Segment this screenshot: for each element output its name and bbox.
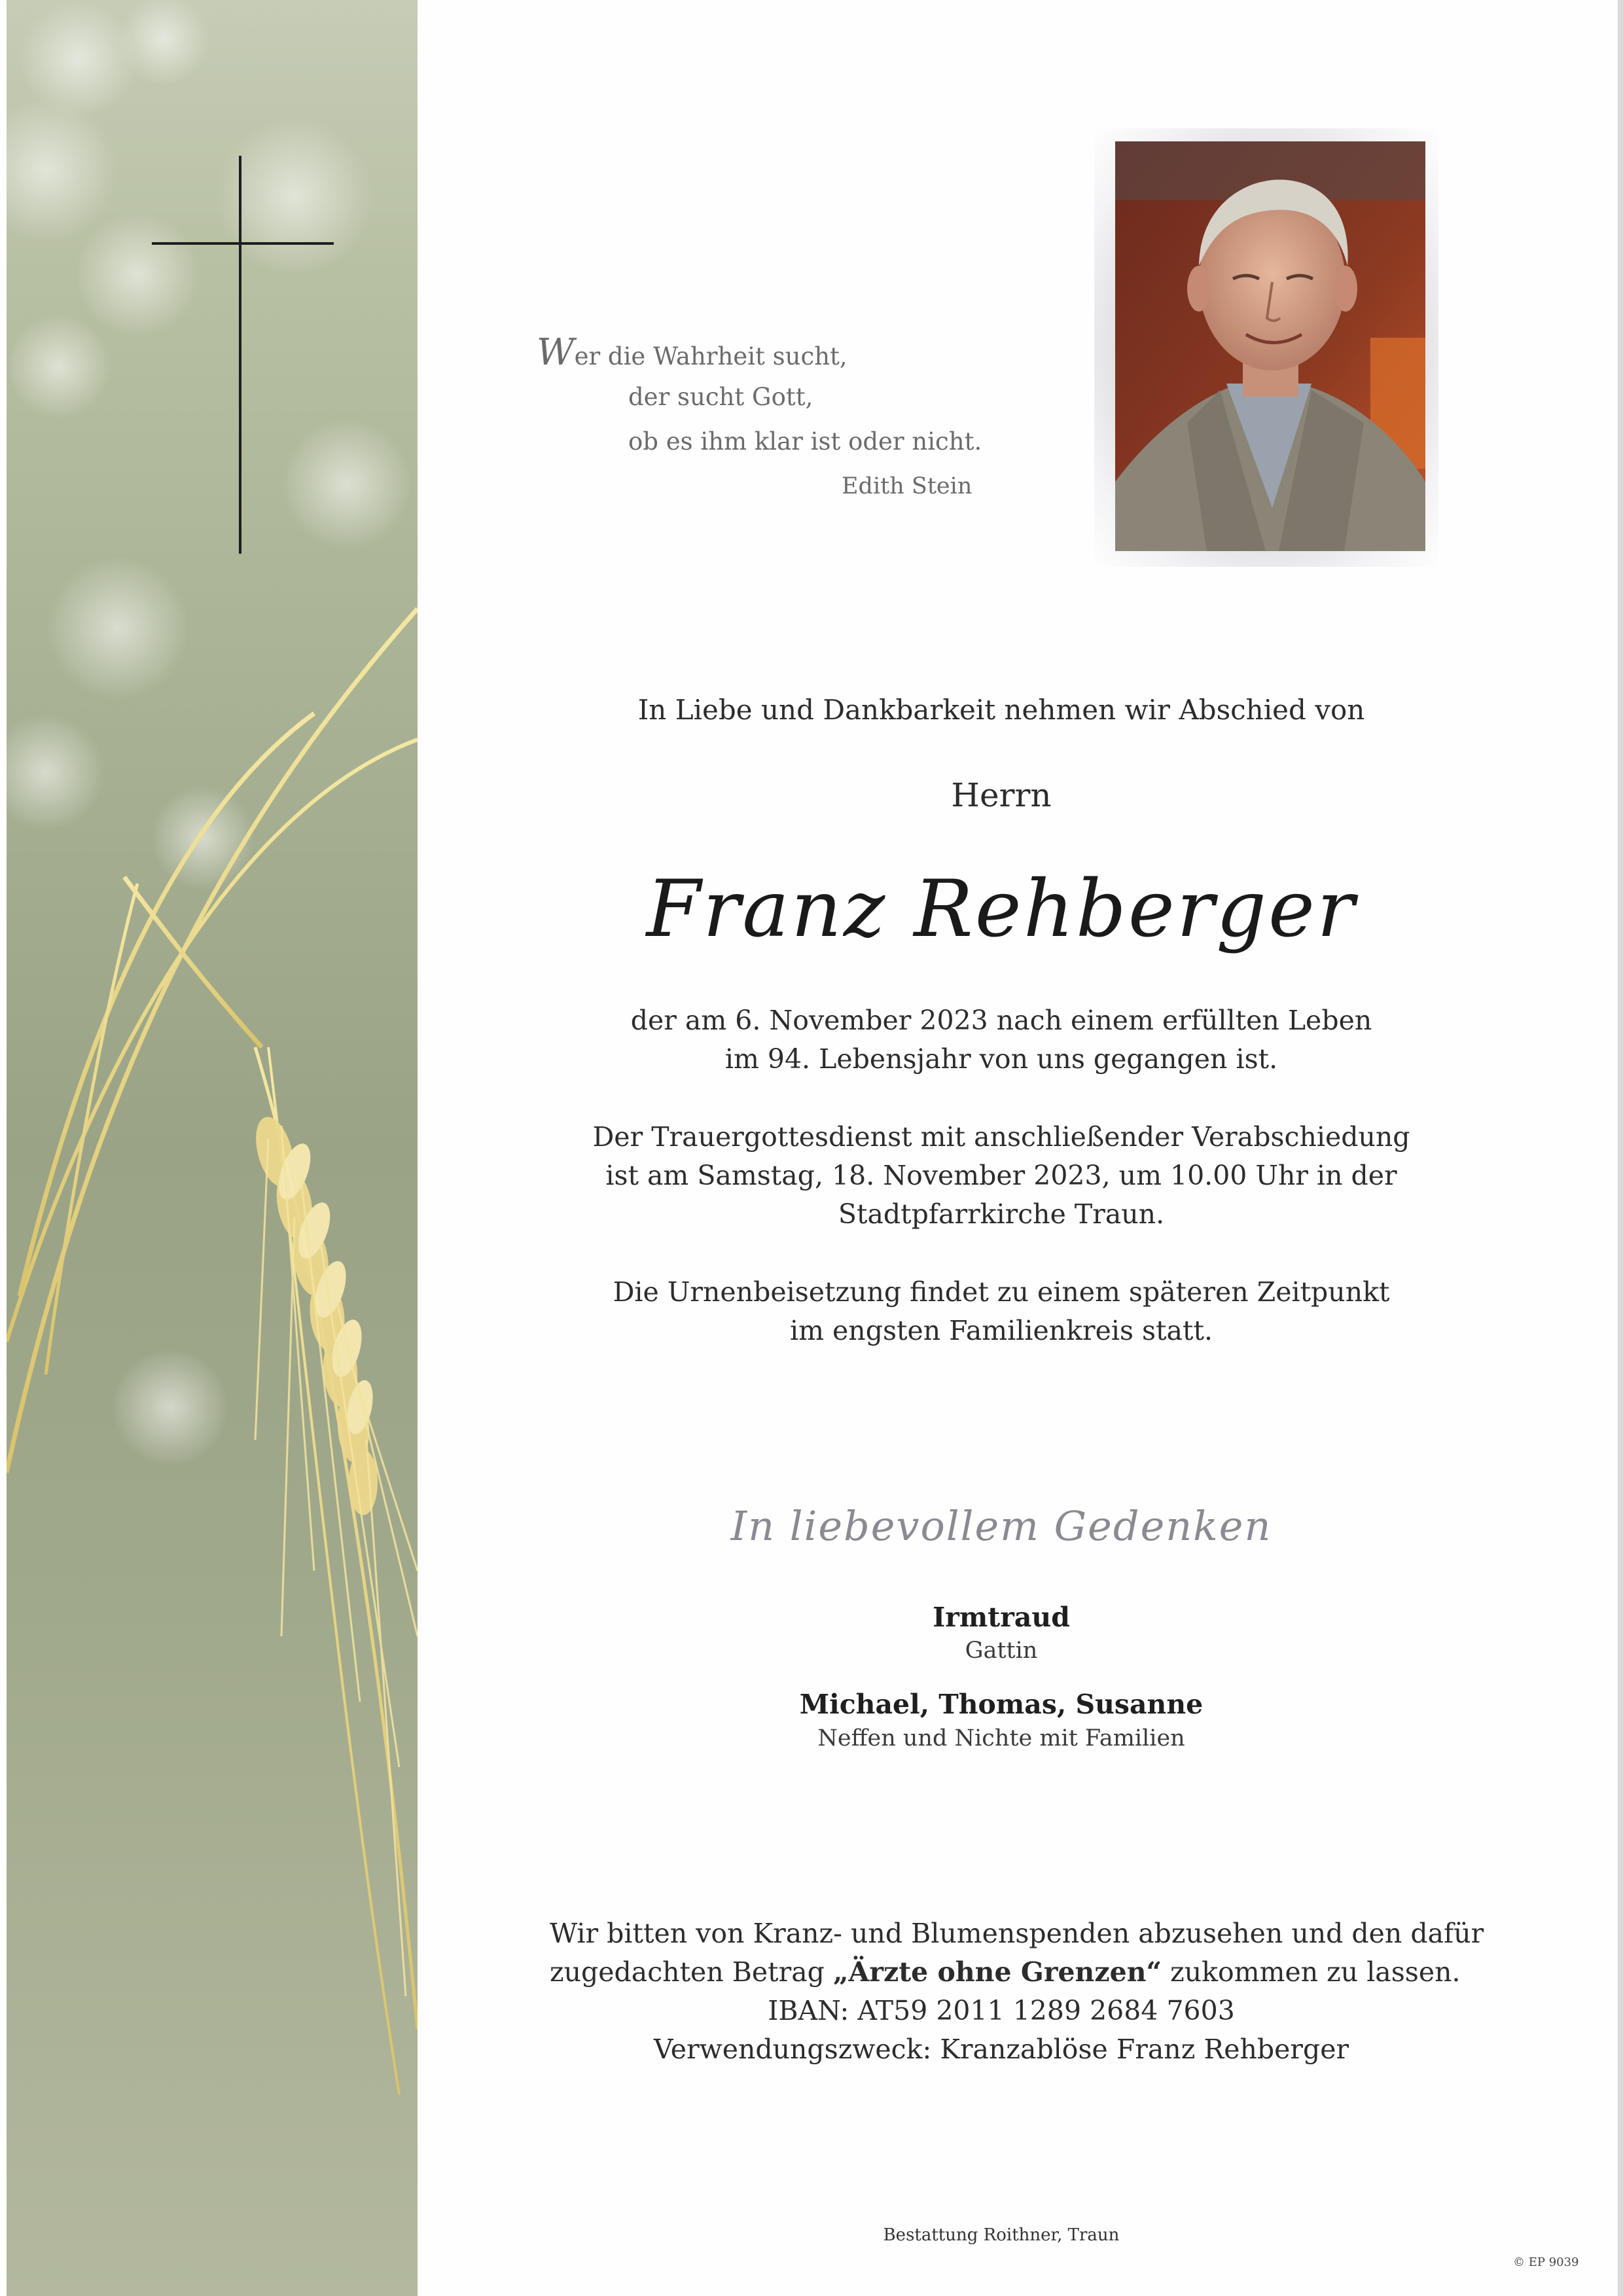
quote-line-3: ob es ihm klar ist oder nicht. [628,427,982,456]
undertaker-credit: Bestattung Roithner, Traun [883,2225,1120,2245]
quote-author: Edith Stein [842,473,972,499]
donation-line: Wir bitten von Kranz- und Blumenspenden abzusehen und den dafür [550,1918,1484,1949]
donation-request [550,1914,1484,2069]
paragraph-line: Der Trauergottesdienst mit anschließender Verabschiedung [592,1121,1410,1153]
service-paragraph [550,1118,1453,1234]
paragraph-line: im engsten Familienkreis statt. [790,1315,1213,1346]
mourner-name: Irmtraud [933,1602,1070,1633]
portrait-photo [1115,141,1425,551]
burial-paragraph [550,1273,1453,1350]
scan-edge [1618,0,1623,2296]
quote-line-2: der sucht Gott, [628,383,813,411]
deceased-name: Franz Rehberger [646,864,1357,955]
paragraph-line: im 94. Lebensjahr von uns gegangen ist. [724,1043,1278,1075]
donation-text: zugedachten Betrag [550,1956,833,1988]
mourner-name: Michael, Thomas, Susanne [799,1689,1204,1720]
iban-line: IBAN: AT59 2011 1289 2684 7603 [768,1995,1235,2026]
quote-line-1: er die Wahrheit sucht, [574,342,847,370]
salutation: Herrn [951,776,1052,814]
mourner-role: Gattin [965,1638,1038,1664]
quote-line [537,331,847,379]
paragraph-line: ist am Samstag, 18. November 2023, um 10.00 Uhr in der [605,1160,1397,1191]
wheat-ear-icon [7,0,418,2296]
intro-text: In Liebe und Dankbarkeit nehmen wir Abschied von [637,694,1365,726]
donation-text: zukommen zu lassen. [1162,1956,1461,1988]
decorative-side-panel [7,0,418,2296]
memory-heading: In liebevollem Gedenken [730,1502,1272,1550]
paragraph-line: der am 6. November 2023 nach einem erfüllten Leben [630,1005,1372,1036]
cross-icon-bar [152,242,334,245]
quote-initial: W [537,331,575,374]
death-notice-paragraph [550,1001,1453,1079]
donation-line [550,1953,1461,1992]
mourner-role: Neffen und Nichte mit Familien [817,1725,1185,1751]
purpose-line: Verwendungszweck: Kranzablöse Franz Rehberger [653,2034,1349,2065]
product-code: © EP 9039 [1513,2255,1579,2269]
paragraph-line: Stadtpfarrkirche Traun. [838,1198,1165,1230]
charity-name: „Ärzte ohne Grenzen“ [832,1956,1162,1988]
cross-icon [239,156,241,554]
paragraph-line: Die Urnenbeisetzung findet zu einem späteren Zeitpunkt [613,1276,1390,1308]
